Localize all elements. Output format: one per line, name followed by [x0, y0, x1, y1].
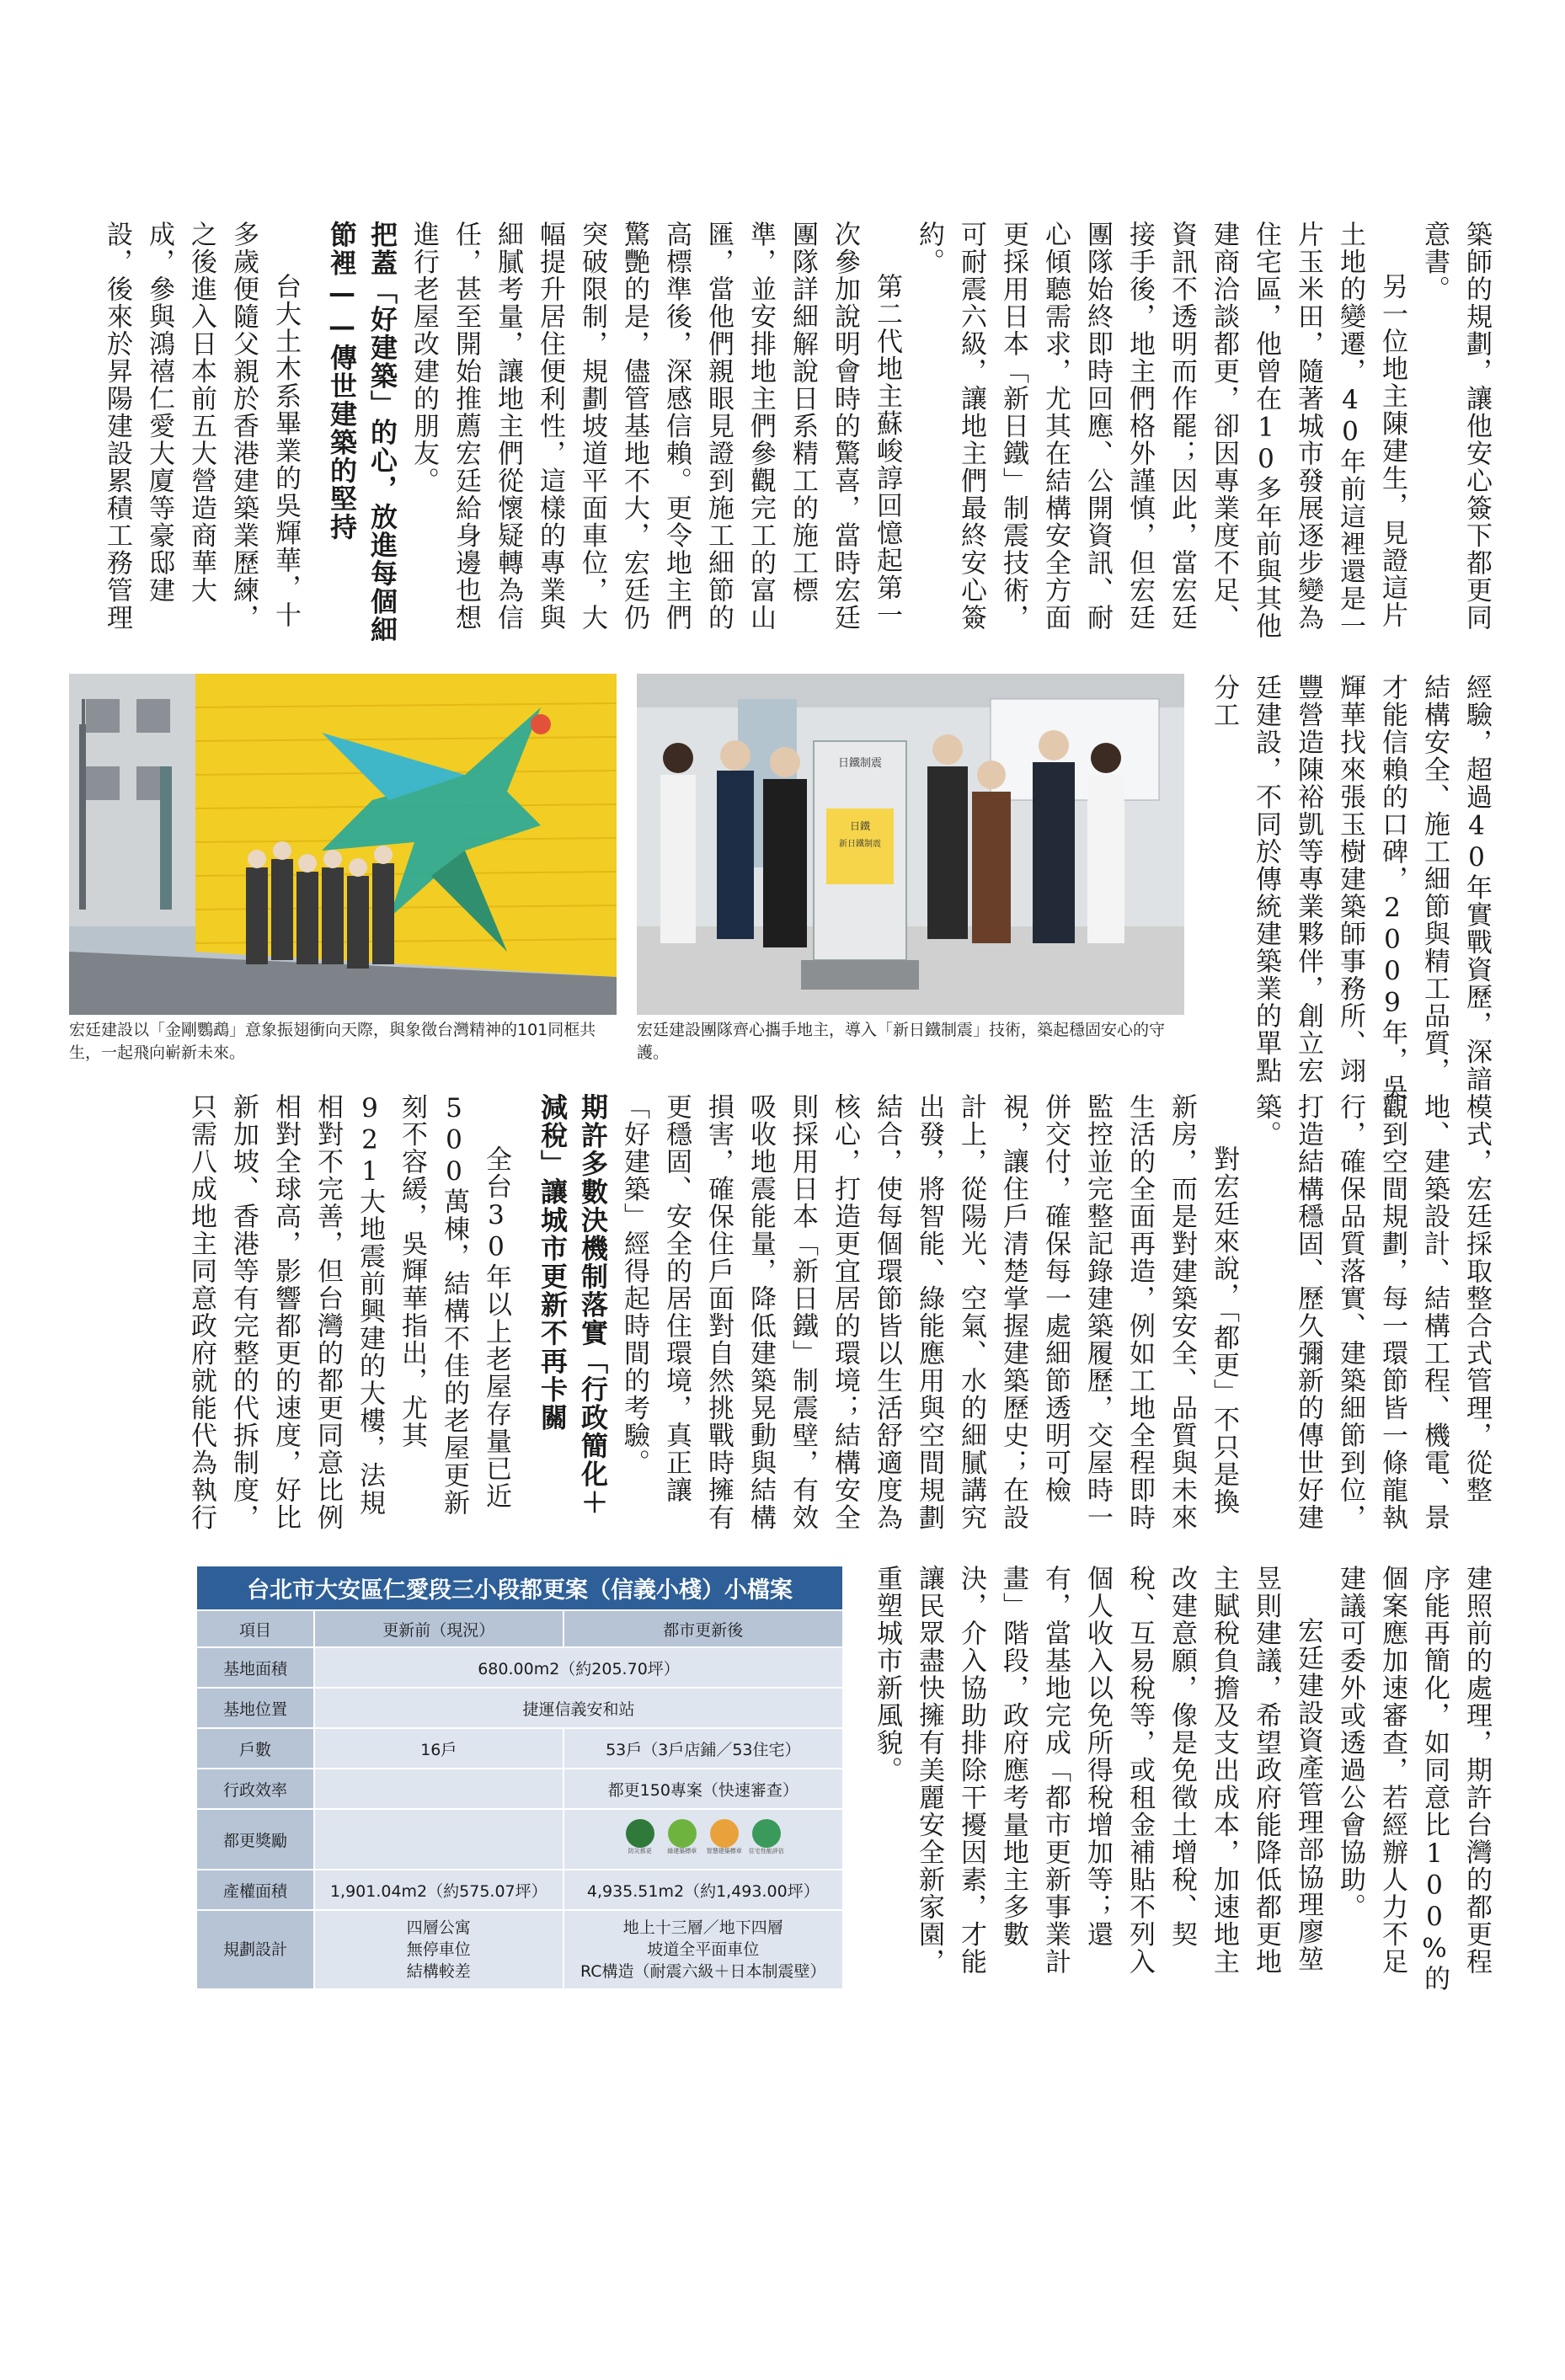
- photo-team-illustration: [637, 674, 1184, 1015]
- paragraph-7: 對宏廷來說，「都更」不只是換新房，而是對建築安全、品質與未來生活的全面再造，例如工地全程即時監控並完整記錄建築履歷，交屋時一併交付，確保每一處細節透明可檢視，讓住戶清楚掌握建築歷史；在設計上，從陽光、空氣、水的細膩講究出發，將智能、綠能應用與空間規劃結合，使每個環節皆以生活舒適度為核心，打造更宜居的環境；結構安全則採用日本「新日鐵」制震壁，有效吸收地震能量，降低建築晃動與結構損害，確保住戶面對自然挑戰時擁有更穩固、安全的居住環境，真正讓「好建築」經得起時間的考驗。: [619, 1093, 1239, 1531]
- sign-title-text: 日鐵制震: [837, 757, 883, 770]
- fact-table-title: 台北市大安區仁愛段三小段都更案（信義小棧）小檔案: [196, 1566, 843, 1610]
- row-value-after: [564, 1809, 843, 1870]
- row-label: 行政效率: [196, 1769, 314, 1809]
- housing-performance-badge-icon: 住宅性能評估: [750, 1819, 782, 1860]
- row-value-after: 4,935.51m2（約1,493.00坪）: [564, 1870, 843, 1910]
- table-row: [196, 1870, 843, 1910]
- caption-left: 宏廷建設以「金剛鸚鵡」意象振翅衝向天際，與象徵台灣精神的101同框共生，一起飛向嶄新未來。: [69, 1021, 596, 1062]
- row-value-after: 都更150專案（快速審查）: [564, 1769, 843, 1809]
- disaster-renewal-badge-icon: 防災都更: [624, 1819, 656, 1860]
- paragraph-5: 經驗，超過40年實戰資歷，深諳結構安全、施工細節與精工品質，才能信賴的口碑，2009年，吳輝華找來張玉樹建築師事務所、翊豐營造陳裕凱等專業夥伴，創立宏廷建設，不同於傳統建築業的單點分工: [1209, 674, 1492, 1102]
- row-value-after: 53戶（3戶店鋪／53住宅）: [564, 1728, 843, 1769]
- paragraph-2: 另一位地主陳建生，見證這片土地的變遷，40年前這裡還是一片玉米田，隨著城市發展逐步變為住宅區，他曾在10多年前與其他建商洽談都更，卻因專業度不足、資訊不透明而作罷；因此，當宏廷接手後，地主們格外謹慎，但宏廷團隊始終即時回應、公開資訊、耐心傾聽需求，尤其在結構安全方面更採用日本「新日鐵」制震技術，可耐震六級，讓地主們最終安心簽約。: [914, 221, 1407, 640]
- row-value-before: 16戶: [314, 1728, 564, 1769]
- plan-after-line: RC構造（耐震六級＋日本制震壁）: [580, 1962, 826, 1981]
- article-column-top: [102, 221, 1498, 650]
- plan-before-line: 無停車位: [406, 1940, 471, 1959]
- photo-mural-illustration: [69, 674, 617, 1015]
- paragraph-8: 全台30年以上老屋存量已近500萬棟，結構不佳的老屋更新刻不容緩，吳輝華指出，尤其921大地震前興建的大樓，法規相對不完善，但台灣的都更同意比例相對全球高，影響都更的速度，好比新加坡、香港等有完整的代拆制度，只需八成地主同意政府就能代為執行: [186, 1093, 511, 1531]
- smart-building-badge-icon: 智慧建築標章: [708, 1819, 740, 1860]
- table-row: [196, 1728, 843, 1769]
- article-column-middle: [186, 1093, 1498, 1541]
- row-value-before: [314, 1809, 564, 1870]
- sign-sub-text: 日鐵: [849, 820, 871, 832]
- row-value-before: [314, 1910, 564, 1989]
- section-heading-1: 把蓋「好建築」的心，放進每個細節裡——傳世建築的堅持: [326, 221, 398, 644]
- caption-right: 宏廷建設團隊齊心攜手地主，導入「新日鐵制震」技術，築起穩固安心的守護。: [637, 1021, 1166, 1062]
- plan-after-line: 坡道全平面車位: [647, 1940, 760, 1959]
- row-label: 規劃設計: [196, 1910, 314, 1989]
- table-row: [196, 1647, 843, 1688]
- green-building-badge-icon: 綠建築標章: [666, 1819, 698, 1860]
- plan-before-line: 四層公寓: [406, 1918, 471, 1937]
- table-row: [196, 1809, 843, 1870]
- row-value: 680.00m2（約205.70坪）: [314, 1647, 843, 1688]
- header-after: 都市更新後: [564, 1610, 843, 1647]
- row-label: 基地面積: [196, 1647, 314, 1688]
- row-value-after: [564, 1910, 843, 1989]
- row-label: 都更獎勵: [196, 1809, 314, 1870]
- header-item: 項目: [196, 1610, 314, 1647]
- section-heading-2: 期許多數決機制落實「行政簡化＋減稅」讓城市更新不再卡關: [537, 1093, 609, 1517]
- row-value-before: 1,901.04m2（約575.07坪）: [314, 1870, 564, 1910]
- header-before: 更新前（現況）: [314, 1610, 564, 1647]
- paragraph-9: 建照前的處理，期許台灣的都更程序能再簡化，如同意比100%的個案應加速審查，若經辦人力不足建議可委外或透過公會協助。: [1335, 1565, 1492, 1993]
- plan-after-line: 地上十三層／地下四層: [622, 1918, 783, 1937]
- plan-before-line: 結構較差: [406, 1962, 471, 1981]
- row-label: 產權面積: [196, 1870, 314, 1910]
- fact-table: [195, 1565, 844, 1990]
- paragraph-1: 築師的規劃，讓他安心簽下都更同意書。: [1419, 221, 1492, 632]
- paragraph-10: 宏廷建設資產管理部協理廖堃昱則建議，希望政府能降低都更地主賦稅負擔及支出成本，加速地主改建意願，像是免徵土增稅、契稅、互易稅等，或租金補貼不列入個人收入以免所得稅增加等；還有，當基地完成「都市更新事業計畫」階段，政府應考量地主多數決，介入協助排除干擾因素，才能讓民眾盡快擁有美麗安全新家園，重塑城市新風貌。: [872, 1565, 1323, 1976]
- table-row: [196, 1688, 843, 1728]
- row-value: 捷運信義安和站: [314, 1688, 843, 1728]
- article-column-mid: [1135, 674, 1498, 1103]
- photo-team: [637, 674, 1184, 1015]
- paragraph-4: 台大土木系畢業的吳輝華，十多歲便隨父親於香港建築業歷練，之後進入日本前五大營造商華大成，參與鴻禧仁愛大廈等豪邸建設，後來於昇陽建設累積工務管理: [102, 221, 301, 632]
- table-row: [196, 1769, 843, 1809]
- article-column-bottom: [874, 1565, 1498, 1996]
- sign-tag-text: 新日鐵制震: [839, 840, 881, 849]
- fact-sheet: [195, 1565, 844, 2380]
- row-value-before: [314, 1769, 564, 1809]
- award-badges: [569, 1819, 837, 1860]
- row-label: 戶數: [196, 1728, 314, 1769]
- table-row: [196, 1910, 843, 1989]
- paragraph-6: 模式，宏廷採取整合式管理，從整地、建築設計、結構工程、機電、景觀到空間規劃，每一環節皆一條龍執行，確保品質落實、建築細節到位，打造結構穩固、歷久彌新的傳世好建築。: [1251, 1093, 1492, 1531]
- paragraph-3: 第二代地主蘇峻諄回憶起第一次參加說明會時的驚喜，當時宏廷團隊詳細解說日系精工的施工標準，並安排地主們參觀完工的富山匯，當他們親眼見證到施工細節的高標準後，深感信賴。更令地主們驚艷的是，儘管基地不大，宏廷仍突破限制，規劃坡道平面車位，大幅提升居住便利性，這樣的專業與細膩考量，讓地主們從懷疑轉為信任，甚至開始推薦宏廷給身邊也想進行老屋改建的朋友。: [409, 221, 902, 632]
- photo-mural: [69, 674, 617, 1015]
- row-label: 基地位置: [196, 1688, 314, 1728]
